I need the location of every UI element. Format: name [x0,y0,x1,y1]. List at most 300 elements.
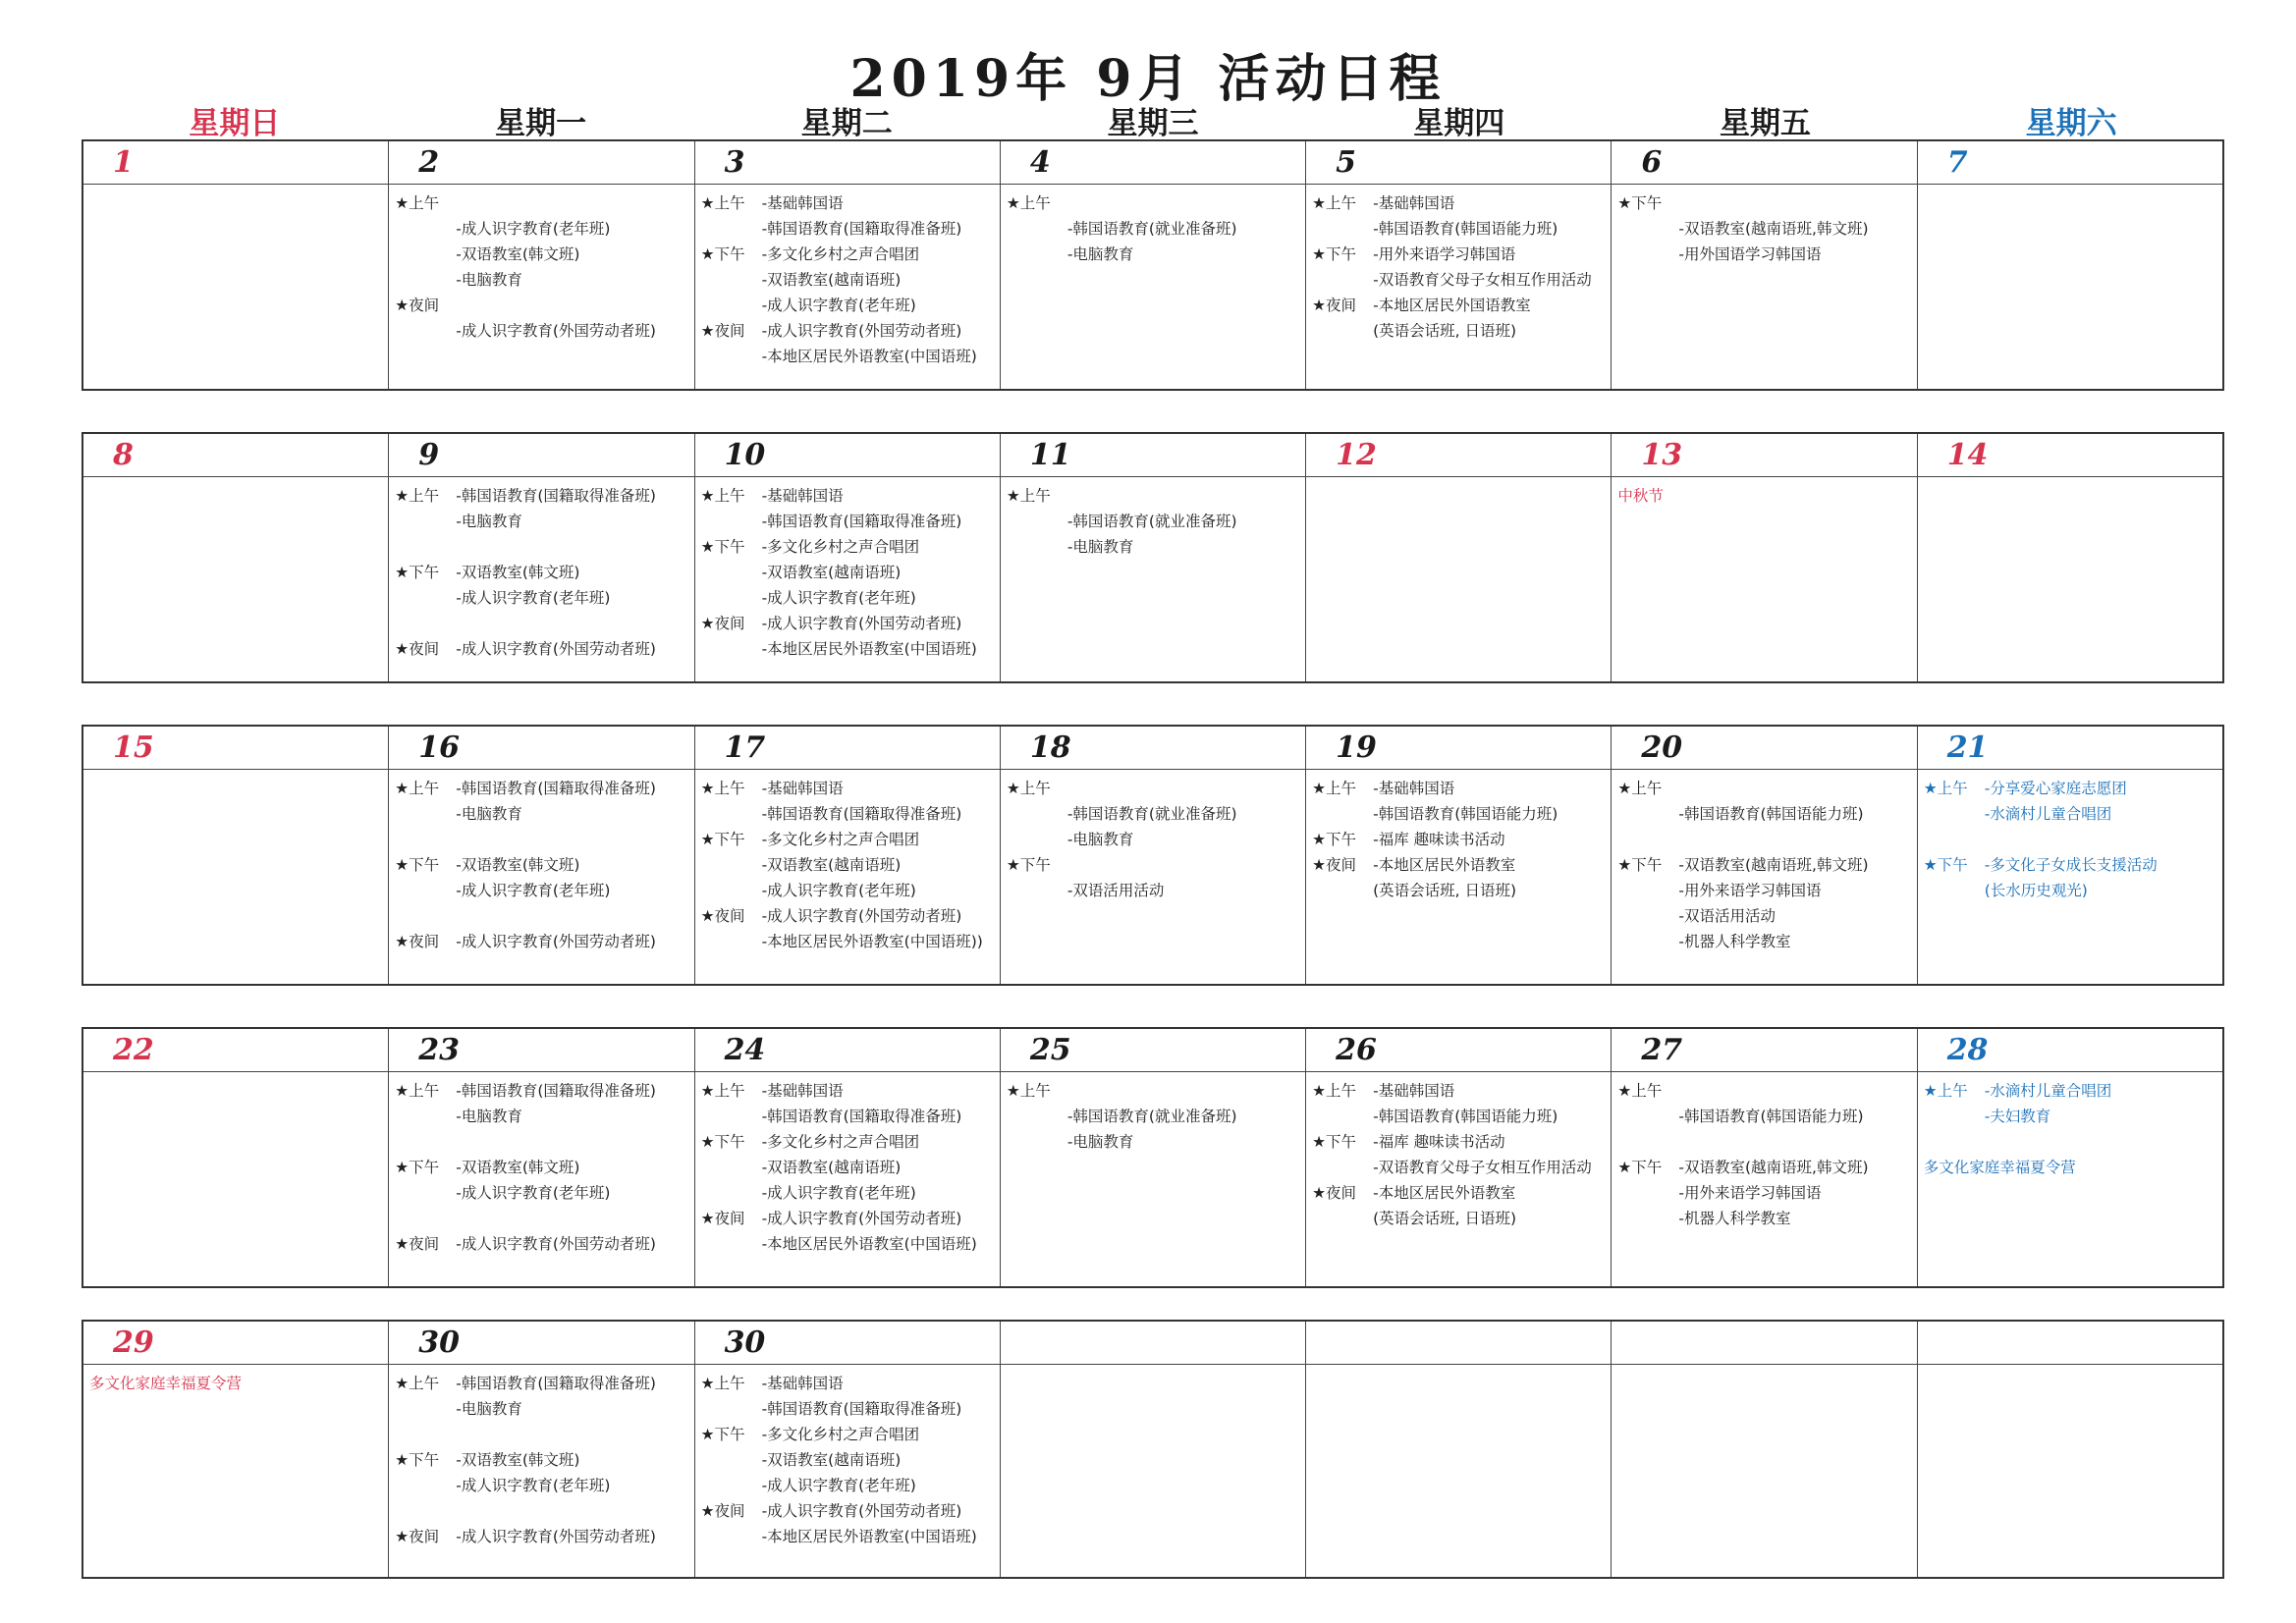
slot-label: ★上午 [1006,487,1051,505]
calendar-day-cell[interactable] [1611,1322,1916,1577]
calendar-day-cell[interactable] [1000,141,1305,389]
time-slot [1007,852,1301,903]
day-number [1001,1322,1305,1365]
event-item [1067,852,1301,878]
event-item: -成人识字教育(外国劳动者班) [761,907,962,925]
day-events [389,477,693,666]
event-item: -本地区居民外语教室(中国语班) [761,348,977,365]
slot-items [762,534,996,611]
event-item: -电脑教育 [1066,538,1134,556]
event-item: -韩国语教育(国籍取得准备班) [456,780,656,797]
day-events [1306,1072,1611,1235]
time-slot [395,190,689,293]
event-item: -成人识字教育(外国劳动者班) [456,322,656,340]
slot-items [1678,190,1912,267]
calendar-day-cell[interactable] [83,1322,388,1577]
time-slot [1007,483,1301,560]
time-slot [1007,190,1301,267]
time-slot [701,1498,996,1549]
slot-items [1985,776,2218,852]
event-item: -韩国语教育(国籍取得准备班) [761,1108,962,1125]
event-item: -基础韩国语 [761,780,844,797]
time-slot [1312,852,1607,903]
event-item [1678,1078,1912,1104]
day-events [1001,1072,1305,1159]
event-item: -双语教室(越南语班,韩文班) [1678,856,1869,874]
slot-items [762,1498,996,1549]
slot-label: ★下午 [1617,1159,1663,1176]
day-events [83,477,388,487]
event-item [456,827,689,852]
time-slot [1312,827,1607,852]
time-slot [1312,1180,1607,1231]
slot-label: ★下午 [1312,245,1357,263]
time-slot [1312,776,1607,827]
event-item: -双语教室(韩文班) [456,1451,580,1469]
calendar-day-cell[interactable] [1611,141,1916,389]
event-item: -双语教室(韩文班) [456,1159,580,1176]
event-item: -机器人科学教室 [1678,933,1791,950]
day-number: 21 [1918,727,2222,770]
time-slot [701,1129,996,1206]
calendar-week [82,1320,2224,1579]
time-slot [701,1078,996,1129]
time-slot [701,1422,996,1498]
slot-label: ★上午 [1923,1082,1968,1100]
event-item [456,611,689,636]
calendar-day-cell[interactable] [83,141,388,389]
event-item: -双语活用活动 [1678,907,1776,925]
slot-label: ★下午 [700,1133,745,1151]
event-item [1067,190,1301,216]
day-number: 10 [695,434,1000,477]
event-item [1678,827,1912,852]
calendar-week [82,139,2224,391]
event-item: (英语会话班, 日语班) [1373,882,1517,899]
day-events [1612,1072,1916,1235]
calendar-day-cell[interactable] [83,434,388,681]
slot-label: ★夜间 [395,933,440,950]
slot-label: ★夜间 [395,1528,440,1545]
event-item: -韩国语教育(国籍取得准备班) [456,487,656,505]
event-item: -成人识字教育(外国劳动者班) [761,1210,962,1227]
day-events [1918,185,2222,194]
calendar-day-cell[interactable] [388,141,693,389]
day-events [1918,1365,2222,1375]
day-events [1918,1072,2222,1184]
calendar-day-cell[interactable] [1611,434,1916,681]
day-events [1612,477,1916,513]
slot-items [762,903,996,954]
time-slot [1007,1078,1301,1155]
event-item: (英语会话班, 日语班) [1373,322,1517,340]
event-item: -本地区居民外语教室(中国语班) [761,1528,977,1545]
slot-items [1373,242,1607,293]
slot-items [762,776,996,827]
slot-items [1985,1078,2218,1155]
time-slot [1617,852,1912,954]
event-item: -双语教室(韩文班) [456,564,580,581]
day-number: 28 [1918,1029,2222,1072]
event-item [1067,1078,1301,1104]
event-item: -电脑教育 [456,513,522,530]
day-events [1918,770,2222,907]
event-item: -多文化乡村之声合唱团 [761,1133,920,1151]
time-slot [395,636,689,662]
day-events [1306,1365,1611,1375]
slot-label: ★夜间 [700,1502,745,1520]
event-item: -成人识字教育(老年班) [456,882,611,899]
slot-label: ★上午 [395,194,440,212]
day-number: 29 [83,1322,388,1365]
calendar-day-cell[interactable] [1305,727,1611,984]
weekday-friday: 星期五 [1719,106,1811,141]
event-item: -基础韩国语 [1373,1082,1455,1100]
event-item [1985,1129,2218,1155]
calendar-day-cell[interactable] [694,1029,1000,1286]
slot-label: ★下午 [1617,856,1663,874]
calendar-day-cell[interactable] [83,727,388,984]
event-item: -双语教室(韩文班) [456,856,580,874]
time-slot [1924,1078,2218,1155]
calendar-day-cell[interactable] [694,434,1000,681]
event-item: -成人识字教育(老年班) [761,589,916,607]
slot-label: ★上午 [1312,194,1357,212]
event-item: -水滴村儿童合唱团 [1984,805,2112,823]
time-slot [395,560,689,636]
event-item: -双语教育父母子女相互作用活动 [1373,271,1592,289]
time-slot [701,1206,996,1257]
calendar-day-cell[interactable] [388,434,693,681]
day-events [1612,770,1916,958]
event-item [456,1498,689,1524]
slot-label: ★上午 [1006,1082,1051,1100]
calendar-day-cell[interactable] [1000,1322,1305,1577]
calendar-day-cell[interactable] [1000,434,1305,681]
event-item: -福库 趣味读书活动 [1373,1133,1505,1151]
calendar-day-cell[interactable] [1917,1029,2222,1286]
slot-label: ★上午 [395,1082,440,1100]
day-number: 26 [1306,1029,1611,1072]
event-item: -成人识字教育(老年班) [761,1477,916,1494]
day-number: 17 [695,727,1000,770]
event-item: -多文化乡村之声合唱团 [761,831,920,848]
calendar-day-cell[interactable] [1611,727,1916,984]
event-item [1985,827,2218,852]
day-number: 23 [389,1029,693,1072]
slot-items [1067,483,1301,560]
event-item: -双语教室(韩文班) [456,245,580,263]
slot-label: ★上午 [700,1375,745,1392]
weekday-tuesday: 星期二 [800,106,893,141]
slot-label: ★上午 [1312,780,1357,797]
slot-items [1067,776,1301,852]
slot-label: ★下午 [395,1159,440,1176]
day-number: 20 [1612,727,1916,770]
event-item: -福库 趣味读书活动 [1373,831,1505,848]
slot-label: ★上午 [1006,780,1051,797]
time-slot [1312,1078,1607,1129]
calendar-day-cell[interactable] [694,1322,1000,1577]
day-number: 27 [1612,1029,1916,1072]
event-item: -双语教育父母子女相互作用活动 [1373,1159,1592,1176]
slot-items [762,190,996,242]
time-slot [701,242,996,318]
event-item: -成人识字教育(外国劳动者班) [761,1502,962,1520]
time-slot [701,318,996,369]
event-item: -韩国语教育(就业准备班) [1066,220,1237,238]
event-item [1067,776,1301,801]
slot-label: ★夜间 [700,322,745,340]
day-events [83,185,388,194]
slot-label: ★下午 [1312,1133,1357,1151]
event-item: -本地区居民外语教室(中国语班) [761,1235,977,1253]
time-slot [1617,1078,1912,1155]
event-item: -韩国语教育(国籍取得准备班) [761,220,962,238]
slot-label: ★下午 [1923,856,1968,874]
event-item: -韩国语教育(韩国语能力班) [1373,805,1558,823]
calendar-day-cell[interactable] [388,1029,693,1286]
slot-label: ★上午 [1312,1082,1357,1100]
event-item: -多文化乡村之声合唱团 [761,245,920,263]
event-item: -电脑教育 [456,1108,522,1125]
event-item: -基础韩国语 [761,487,844,505]
slot-label: ★下午 [1312,831,1357,848]
slot-items [1067,1078,1301,1155]
calendar-day-cell[interactable] [388,727,693,984]
day-events [389,770,693,958]
slot-items [1067,190,1301,267]
day-number: 15 [83,727,388,770]
day-events [83,1365,388,1400]
event-item [456,534,689,560]
slot-items [456,1078,689,1155]
slot-items [456,929,689,954]
event-item: -成人识字教育(老年班) [456,1477,611,1494]
time-slot [395,1447,689,1524]
event-item: -双语教室(越南语班) [761,1159,902,1176]
slot-items [1373,776,1607,827]
time-slot [701,1371,996,1422]
weekday-header [82,98,2224,142]
time-slot [395,1155,689,1231]
day-number: 25 [1001,1029,1305,1072]
time-slot [395,852,689,929]
event-item: -基础韩国语 [761,194,844,212]
event-item: -成人识字教育(外国劳动者班) [456,640,656,658]
slot-items [1373,1180,1607,1231]
slot-items [1373,1129,1607,1180]
day-number [1612,1322,1916,1365]
time-slot [1617,776,1912,852]
slot-label: ★夜间 [1312,1184,1357,1202]
slot-items [456,560,689,636]
slot-items [1373,852,1607,903]
time-slot [1924,852,2218,903]
slot-label: ★夜间 [395,1235,440,1253]
page-title: 2019年 9月 活动日程 [849,49,1447,109]
slot-label: ★夜间 [1312,856,1357,874]
event-item: -本地区居民外语教室 [1373,1184,1516,1202]
slot-items [456,852,689,929]
calendar-day-cell[interactable] [1000,1029,1305,1286]
event-item: -成人识字教育(老年班) [761,882,916,899]
event-item: -韩国语教育(国籍取得准备班) [456,1082,656,1100]
time-slot [395,1524,689,1549]
day-number: 16 [389,727,693,770]
day-number: 30 [389,1322,693,1365]
time-slot [701,483,996,534]
time-slot [1007,776,1301,852]
day-events [1612,185,1916,271]
slot-label: ★夜间 [1312,297,1357,314]
day-number: 5 [1306,141,1611,185]
day-events [695,1365,1000,1553]
event-item: -韩国语教育(国籍取得准备班) [761,805,962,823]
slot-label: ★上午 [395,1375,440,1392]
day-events [1306,770,1611,907]
day-number: 2 [389,141,693,185]
slot-items [456,483,689,560]
day-note: 中秋节 [1617,487,1664,505]
time-slot [701,611,996,662]
day-events [1612,1365,1916,1375]
slot-label: ★上午 [1006,194,1051,212]
time-slot [395,293,689,344]
calendar-day-cell[interactable] [83,1029,388,1286]
event-item: -韩国语教育(就业准备班) [1066,1108,1237,1125]
time-slot [1312,190,1607,242]
time-slot [395,1078,689,1155]
day-number: 3 [695,141,1000,185]
day-number: 19 [1306,727,1611,770]
event-item: (英语会话班, 日语班) [1373,1210,1517,1227]
slot-items [762,1371,996,1422]
slot-items [762,1422,996,1498]
calendar-day-cell[interactable] [694,141,1000,389]
event-item: -双语教室(越南语班) [761,271,902,289]
time-slot [395,1231,689,1257]
day-number: 6 [1612,141,1916,185]
slot-items [1067,852,1301,903]
event-item: -基础韩国语 [761,1375,844,1392]
slot-label: ★夜间 [395,640,440,658]
event-item [1678,1129,1912,1155]
event-item: -韩国语教育(韩国语能力班) [1678,1108,1864,1125]
slot-items [762,611,996,662]
event-item: -成人识字教育(外国劳动者班) [456,1528,656,1545]
slot-items [1373,1078,1607,1129]
event-item: -多文化子女成长支援活动 [1984,856,2158,874]
day-number: 1 [83,141,388,185]
event-item: -韩国语教育(就业准备班) [1066,513,1237,530]
event-item: -本地区居民外国语教室 [1373,297,1531,314]
calendar-day-cell[interactable] [1305,1029,1611,1286]
slot-items [456,1447,689,1524]
day-events [1001,1365,1305,1375]
event-item: -双语教室(越南语班) [761,856,902,874]
slot-items [762,242,996,318]
calendar-day-cell[interactable] [1305,434,1611,681]
slot-items [762,1129,996,1206]
calendar-day-cell[interactable] [1917,434,2222,681]
event-item: -水滴村儿童合唱团 [1984,1082,2112,1100]
day-number: 11 [1001,434,1305,477]
time-slot [395,929,689,954]
slot-items [1678,852,1912,954]
event-item: -本地区居民外语教室(中国语班)) [761,933,983,950]
day-number: 13 [1612,434,1916,477]
event-item: -多文化乡村之声合唱团 [761,1426,920,1443]
weekday-monday: 星期一 [495,106,587,141]
slot-label: ★夜间 [700,615,745,632]
day-events [1001,185,1305,271]
slot-items [456,1524,689,1549]
calendar-day-cell[interactable] [1000,727,1305,984]
slot-label: ★夜间 [395,297,440,314]
time-slot [1617,190,1912,267]
slot-items [762,483,996,534]
day-number: 9 [389,434,693,477]
slot-label: ★上午 [395,780,440,797]
calendar-day-cell[interactable] [1917,1322,2222,1577]
day-events [695,1072,1000,1261]
calendar-day-cell[interactable] [1305,1322,1611,1577]
day-number: 12 [1306,434,1611,477]
event-item: -韩国语教育(就业准备班) [1066,805,1237,823]
slot-items [762,827,996,903]
slot-label: ★下午 [700,1426,745,1443]
day-number: 18 [1001,727,1305,770]
day-events [389,1072,693,1261]
event-item [456,903,689,929]
event-item [456,1129,689,1155]
calendar-day-cell[interactable] [694,727,1000,984]
time-slot [1617,1155,1912,1231]
slot-items [456,190,689,293]
time-slot [701,190,996,242]
calendar-week [82,432,2224,683]
day-number: 4 [1001,141,1305,185]
slot-items [762,318,996,369]
event-item: -基础韩国语 [1373,780,1455,797]
day-number: 8 [83,434,388,477]
day-events [83,1072,388,1082]
calendar-day-cell[interactable] [1611,1029,1916,1286]
calendar-day-cell[interactable] [1917,727,2222,984]
slot-label: ★上午 [1617,780,1663,797]
event-item: -用外来语学习韩国语 [1373,245,1516,263]
slot-label: ★上午 [1923,780,1968,797]
day-events [695,477,1000,666]
event-item: -成人识字教育(外国劳动者班) [456,933,656,950]
slot-label: ★上午 [700,194,745,212]
calendar-day-cell[interactable] [1305,141,1611,389]
slot-label: ★上午 [1617,1082,1663,1100]
event-item: -韩国语教育(韩国语能力班) [1678,805,1864,823]
slot-items [762,1078,996,1129]
day-number: 24 [695,1029,1000,1072]
event-item [1678,190,1912,216]
calendar-day-cell[interactable] [388,1322,693,1577]
slot-items [1373,293,1607,344]
day-events [695,185,1000,373]
time-slot [701,776,996,827]
calendar-day-cell[interactable] [1917,141,2222,389]
event-item: (长水历史观光) [1984,882,2088,899]
day-events [1306,185,1611,348]
slot-label: ★下午 [395,1451,440,1469]
